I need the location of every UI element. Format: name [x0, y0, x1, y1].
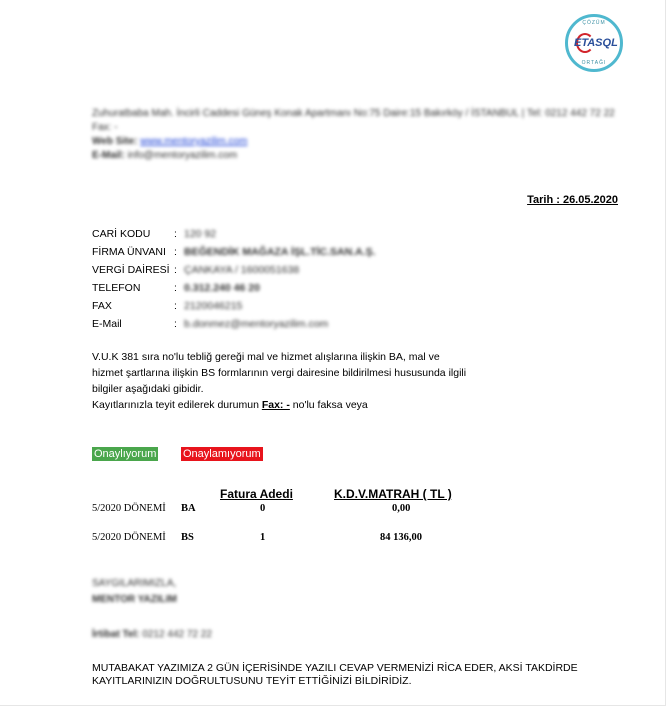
notice-paragraph: [92, 349, 512, 413]
paragraph-line: bilgiler aşağıdaki gibidir.: [92, 383, 204, 395]
signature-greeting: SAYGILARIMIZLA,: [92, 578, 177, 589]
signature-company: MENTOR YAZILIM: [92, 594, 177, 605]
count-cell: 0: [260, 503, 266, 514]
address-line: Zuhuratbaba Mah. İncirli Caddesi Güneş Konak Apartmanı No:75 Daire:15 Bakırköy / İSTANBUL | Tel: 0212 442 72 22 Fax: -: [92, 108, 615, 133]
info-key: CARİ KODU: [92, 228, 151, 240]
fax-number: Fax: -: [261, 399, 290, 411]
vat-base-header: K.D.V.MATRAH ( TL ): [334, 487, 452, 501]
logo-ring-top: ÇÖZÜM: [582, 20, 606, 26]
recipient-info-table: [92, 225, 376, 333]
amount-cell: 0,00: [392, 503, 411, 514]
form-type-cell: BA: [181, 503, 196, 514]
info-colon: :: [174, 264, 177, 276]
sender-address-block: [92, 107, 622, 163]
period-cell: 5/2020 DÖNEMİ: [92, 532, 166, 543]
info-value: ÇANKAYA / 1600051638: [184, 264, 300, 276]
amount-cell: 84 136,00: [380, 532, 422, 543]
info-row-fax: [92, 297, 376, 315]
website-link[interactable]: www.mentoryazilim.com: [140, 136, 248, 147]
contact-label: İrtibat Tel:: [92, 629, 140, 640]
info-colon: :: [174, 228, 177, 240]
info-value: BEĞENDİK MAĞAZA İŞL.TİC.SAN.A.Ş.: [184, 246, 376, 258]
email-label: E-Mail:: [92, 150, 125, 161]
info-key: TELEFON: [92, 282, 141, 294]
email-value: info@mentoryazilim.com: [127, 150, 238, 161]
info-key: FİRMA ÜNVANI: [92, 246, 166, 258]
info-value: 2120046215: [184, 300, 243, 312]
info-value: b.donmez@mentoryazilim.com: [184, 318, 329, 330]
info-row-telefon: [92, 279, 376, 297]
count-cell: 1: [260, 532, 266, 543]
paragraph-text: no'lu faksa veya: [289, 399, 368, 411]
email-line: [92, 149, 622, 163]
paragraph-line: hizmet şartlarına ilişkin BS formlarının vergi dairesine bildirilmesi hususunda ilgili: [92, 367, 467, 379]
period-cell: 5/2020 DÖNEMİ: [92, 503, 166, 514]
info-value: 0.312.240 46 20: [184, 282, 260, 294]
signature-contact: [92, 629, 212, 640]
info-key: FAX: [92, 300, 112, 312]
closing-notice: [92, 662, 612, 688]
info-row-vergi-dairesi: [92, 261, 376, 279]
info-key: E-Mail: [92, 318, 122, 330]
logo-brand: ETASQL: [574, 37, 618, 49]
info-colon: :: [174, 282, 177, 294]
invoice-count-header: Fatura Adedi: [220, 487, 293, 501]
info-colon: :: [174, 318, 177, 330]
website-label: Web Site:: [92, 136, 138, 147]
paragraph-line: V.U.K 381 sıra no'lu tebliğ gereği mal ve hizmet alışlarına ilişkin BA, mal ve: [92, 351, 440, 363]
form-type-cell: BS: [181, 532, 194, 543]
company-logo: [565, 14, 623, 72]
document-date: Tarih : 26.05.2020: [527, 194, 618, 206]
closing-line: KAYITLARINIZIN DOĞRULTUSUNU TEYİT ETTİĞİNİZİ BİLDİRİDİZ.: [92, 675, 412, 687]
info-colon: :: [174, 300, 177, 312]
info-row-firma-unvani: [92, 243, 376, 261]
logo-ring-bottom: ORTAĞI: [581, 60, 607, 66]
paragraph-text: Kayıtlarınızla teyit edilerek durumun: [92, 399, 262, 411]
website-line: [92, 135, 622, 149]
reject-button[interactable]: Onaylamıyorum: [183, 448, 261, 460]
approve-button[interactable]: Onaylıyorum: [94, 448, 157, 460]
contact-value: 0212 442 72 22: [142, 629, 212, 640]
paragraph-line: [92, 397, 512, 413]
info-key: VERGİ DAİRESİ: [92, 264, 170, 276]
info-row-cari-kodu: [92, 225, 376, 243]
closing-line: MUTABAKAT YAZIMIZA 2 GÜN İÇERİSİNDE YAZILI CEVAP VERMENİZİ RİCA EDER, AKSİ TAKDİRDE: [92, 662, 578, 674]
info-row-email: [92, 315, 376, 333]
info-colon: :: [174, 246, 177, 258]
info-value: 120 92: [184, 228, 217, 240]
